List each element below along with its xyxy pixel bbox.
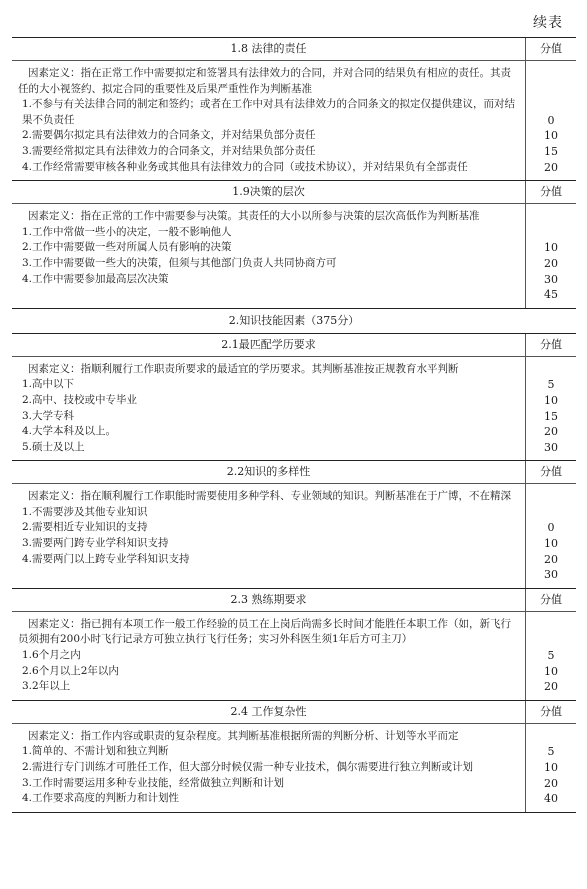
factor-block-legal-responsibility: [12, 38, 576, 181]
factor-body-row: [12, 484, 576, 588]
level-item: 2.需进行专门训练才可胜任工作，但大部分时候仅需一种专业技术，偶尔需要进行独立判断或计划: [22, 761, 474, 773]
level-item: 1.工作中常做一些小的决定，一般不影响他人: [22, 225, 232, 238]
score-column: [526, 612, 576, 700]
score-value: 30: [544, 272, 558, 286]
factor-title: 2.1最匹配学历要求: [12, 334, 526, 356]
factor-block-proficiency-period: [12, 589, 576, 701]
score-value: 10: [544, 129, 558, 143]
level-item: 2.需要相近专业知识的支持: [22, 521, 148, 534]
level-item: 3.2年以上: [22, 680, 71, 693]
factor-header-row: [12, 38, 576, 61]
factor-body-text: [12, 204, 526, 308]
level-item: 4.需要两门以上跨专业学科知识支持: [22, 552, 190, 565]
factor-definition: 因素定义：指工作内容或职责的复杂程度。其判断基准根据所需的判断分析、计划等水平而定: [28, 729, 459, 742]
score-column: [526, 484, 576, 588]
factor-definition: 因素定义：指在顺利履行工作职能时需要使用多种学科、专业领域的知识。判断基准在于广博，不在精深: [28, 490, 511, 503]
factor-header-row: [12, 461, 576, 484]
factor-body-text: [12, 357, 526, 461]
score-value: 20: [544, 776, 558, 790]
factor-definition: 因素定义：指在正常的工作中需要参与决策。其责任的大小以所参与决策的层次高低作为判断基准: [28, 210, 480, 223]
score-value: 30: [544, 440, 558, 454]
page-header: 续表: [533, 15, 563, 31]
score-value: 45: [544, 288, 558, 302]
score-value: 20: [544, 256, 558, 270]
factor-definition: 因素定义：指已拥有本项工作一般工作经验的员工在上岗后尚需多长时间才能胜任本职工作（如，新飞行员须拥有200小时飞行记录方可独立执行飞行任务；实习外科医生须1年后方可主刀）: [18, 617, 511, 646]
factor-body-text: [12, 612, 526, 700]
factor-body-row: [12, 61, 576, 180]
factor-body-text: [12, 61, 526, 180]
factor-block-decision-level: [12, 181, 576, 309]
factor-header-row: [12, 589, 576, 612]
score-value: 15: [544, 144, 558, 158]
factor-title: 2.3 熟练期要求: [12, 589, 526, 611]
score-column-header: 分值: [540, 592, 562, 606]
factor-title: 1.9决策的层次: [12, 181, 526, 203]
factor-header-row: [12, 701, 576, 724]
score-value: 5: [547, 745, 555, 759]
factor-body-row: [12, 204, 576, 308]
factor-body-text: [12, 484, 526, 588]
factor-block-job-complexity: [12, 701, 576, 813]
level-item: 2.高中、技校或中专毕业: [22, 393, 138, 406]
level-item: 4.大学本科及以上。: [22, 425, 117, 438]
factor-title: 2.4 工作复杂性: [12, 701, 526, 723]
score-value: 20: [544, 552, 558, 566]
level-item: 1.不参与有关法律合同的制定和签约；或者在工作中对具有法律效力的合同条文的拟定仅提供建议，而对结果不负责任: [22, 98, 516, 126]
score-value: 0: [547, 521, 555, 535]
section-title: 2.知识技能因素（375分）: [12, 309, 576, 334]
score-column-header: 分值: [540, 185, 562, 199]
factor-block-knowledge-diversity: [12, 461, 576, 589]
score-table: [12, 37, 576, 813]
score-column: [526, 61, 576, 180]
level-item: 5.硕士及以上: [22, 440, 85, 453]
factor-definition: 因素定义：指顺利履行工作职责所要求的最适宜的学历要求。其判断基准按正规教育水平判断: [28, 362, 459, 375]
score-value: 40: [544, 792, 558, 806]
score-column-header: 分值: [540, 42, 562, 55]
score-column-header: 分值: [540, 337, 562, 351]
score-column: [526, 357, 576, 461]
level-item: 3.大学专科: [22, 409, 75, 422]
factor-block-education: [12, 334, 576, 462]
level-item: 1.高中以下: [22, 378, 75, 391]
level-item: 4.工作经常需要审核各种业务或其他具有法律效力的合同（或技术协议），并对结果负有全部责任: [22, 160, 468, 173]
level-item: 2.需要偶尔拟定具有法律效力的合同条文，并对结果负部分责任: [22, 129, 316, 142]
score-value: 5: [547, 378, 555, 392]
factor-title: 2.2知识的多样性: [12, 461, 526, 483]
factor-body-row: [12, 724, 576, 812]
score-column-header: 分值: [540, 704, 562, 718]
factor-header-row: [12, 334, 576, 357]
score-value: 20: [544, 160, 558, 174]
score-value: 30: [544, 568, 558, 582]
score-value: 10: [544, 761, 558, 774]
level-item: 1.6个月之内: [22, 649, 81, 662]
level-item: 3.需要经常拟定具有法律效力的合同条文，并对结果负部分责任: [22, 144, 316, 157]
score-column: [526, 724, 576, 812]
level-item: 2.6个月以上2年以内: [22, 664, 119, 677]
score-value: 5: [547, 649, 555, 663]
level-item: 2.工作中需要做一些对所属人员有影响的决策: [22, 241, 232, 254]
score-column-header: 分值: [540, 465, 562, 479]
score-value: 10: [544, 241, 558, 255]
factor-body-text: [12, 724, 526, 812]
factor-body-row: [12, 357, 576, 461]
factor-header-row: [12, 181, 576, 204]
score-value: 10: [544, 537, 558, 551]
score-column: [526, 204, 576, 308]
factor-title: 1.8 法律的责任: [12, 38, 526, 60]
score-value: 15: [544, 409, 558, 423]
level-item: 4.工作要求高度的判断力和计划性: [22, 792, 180, 805]
score-value: 10: [544, 393, 558, 407]
level-item: 1.简单的、不需计划和独立判断: [22, 745, 169, 758]
score-value: 0: [547, 113, 555, 127]
level-item: 3.工作时需要运用多种专业技能，经常做独立判断和计划: [22, 776, 285, 789]
factor-body-row: [12, 612, 576, 700]
score-value: 20: [544, 425, 558, 439]
score-value: 20: [544, 680, 558, 694]
level-item: 3.需要两门跨专业学科知识支持: [22, 537, 169, 550]
factor-definition: 因素定义：指在正常工作中需要拟定和签署具有法律效力的合同，并对合同的结果负有相应的责任。其责任的大小视签约、拟定合同的重要性及后果严重性作为判断基准: [18, 67, 511, 95]
level-item: 1.不需要涉及其他专业知识: [22, 505, 148, 518]
level-item: 4.工作中需要参加最高层次决策: [22, 272, 169, 285]
score-value: 10: [544, 664, 558, 678]
level-item: 3.工作中需要做一些大的决策，但须与其他部门负责人共同协商方可: [22, 256, 337, 269]
